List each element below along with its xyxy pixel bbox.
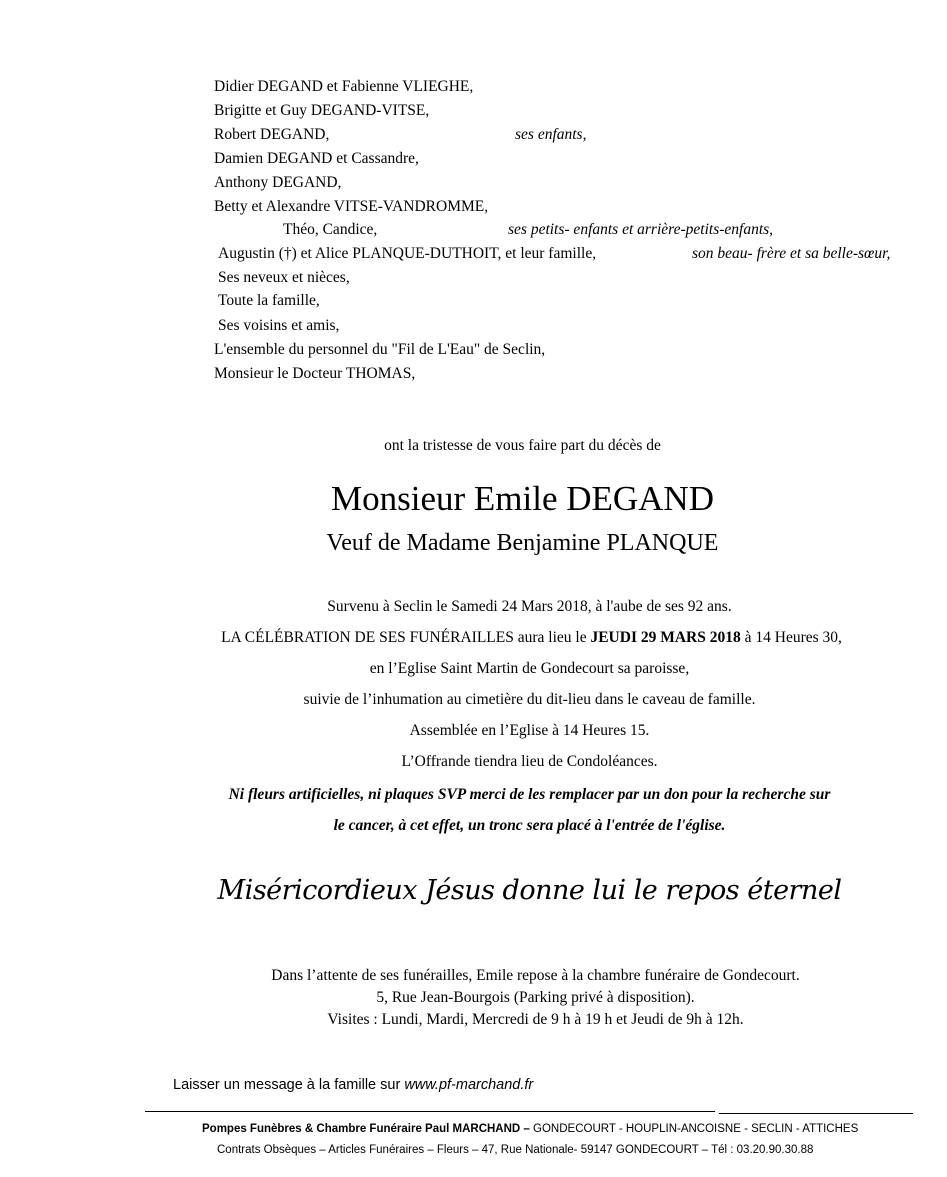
wake-line1: Dans l’attente de ses funérailles, Emile repose à la chambre funéraire de Gondecourt. [271, 967, 800, 984]
announcement-intro: ont la tristesse de vous faire part du décès de [384, 437, 661, 454]
church-line: en l’Eglise Saint Martin de Gondecourt sa paroisse, [369, 660, 690, 677]
relation-children: ses enfants, [515, 126, 587, 143]
family-line: Ses neveux et nièces, [218, 269, 350, 286]
family-line: Brigitte et Guy DEGAND-VITSE, [214, 102, 430, 119]
prayer-line: Miséricordieux Jésus donne lui le repos éternel [217, 875, 842, 906]
family-line: Monsieur le Docteur THOMAS, [214, 365, 416, 382]
burial-line: suivie de l’inhumation au cimetière du dit-lieu dans le caveau de famille. [303, 691, 756, 708]
footer-company: Pompes Funèbres & Chambre Funéraire Paul MARCHAND – [202, 1123, 530, 1135]
family-line: Augustin (†) et Alice PLANQUE-DUTHOIT, et leur famille, [218, 245, 597, 262]
flowers-notice-line2: le cancer, à cet effet, un tronc sera placé à l'entrée de l'église. [333, 817, 726, 834]
family-line: Toute la famille, [218, 292, 320, 309]
message-prefix: Laisser un message à la famille sur [173, 1077, 405, 1093]
family-line: Anthony DEGAND, [214, 174, 342, 191]
family-line: Damien DEGAND et Cassandre, [214, 150, 419, 167]
footer-locations: GONDECOURT - HOUPLIN-ANCOISNE - SECLIN - ATTICHES [529, 1123, 859, 1135]
message-line [173, 1077, 533, 1093]
family-line: Betty et Alexandre VITSE-VANDROMME, [214, 198, 489, 215]
family-line: Théo, Candice, [283, 221, 378, 238]
offering-line: L’Offrande tiendra lieu de Condoléances. [401, 753, 658, 770]
family-line: L'ensemble du personnel du "Fil de L'Eau" de Seclin, [214, 341, 546, 358]
wake-line2: 5, Rue Jean-Bourgois (Parking privé à disposition). [376, 989, 695, 1006]
ceremony-date: JEUDI 29 MARS 2018 [590, 629, 741, 646]
message-link[interactable]: www.pf-marchand.fr [404, 1077, 534, 1093]
flowers-notice-line1: Ni fleurs artificielles, ni plaques SVP merci de les remplacer par un don pour la recherche sur [228, 786, 831, 803]
relation-in-laws: son beau- frère et sa belle-sœur, [692, 245, 891, 262]
footer-rule-right [719, 1113, 913, 1114]
death-line: Survenu à Seclin le Samedi 24 Mars 2018, à l'aube de ses 92 ans. [327, 598, 732, 615]
deceased-name: Monsieur Emile DEGAND [330, 479, 714, 518]
family-line: Ses voisins et amis, [218, 317, 340, 334]
relation-grandchildren: ses petits- enfants et arrière-petits-enfants, [508, 221, 774, 238]
ceremony-suffix: à 14 Heures 30, [740, 629, 842, 646]
footer-rule-left [145, 1111, 715, 1112]
family-line: Didier DEGAND et Fabienne VLIEGHE, [214, 78, 474, 95]
footer-line1 [202, 1123, 858, 1135]
footer-line2: Contrats Obsèques – Articles Funéraires – Fleurs – 47, Rue Nationale- 59147 GONDECOURT – Tél : 03.20.90.30.88 [217, 1144, 814, 1156]
ceremony-line [58, 629, 947, 647]
ceremony-prefix: LA CÉLÉBRATION DE SES FUNÉRAILLES aura lieu le [221, 629, 591, 646]
assembly-line: Assemblée en l’Eglise à 14 Heures 15. [409, 722, 650, 739]
widow-line: Veuf de Madame Benjamine PLANQUE [326, 530, 719, 556]
wake-line3: Visites : Lundi, Mardi, Mercredi de 9 h à 19 h et Jeudi de 9h à 12h. [327, 1011, 744, 1028]
family-line: Robert DEGAND, [214, 126, 330, 143]
